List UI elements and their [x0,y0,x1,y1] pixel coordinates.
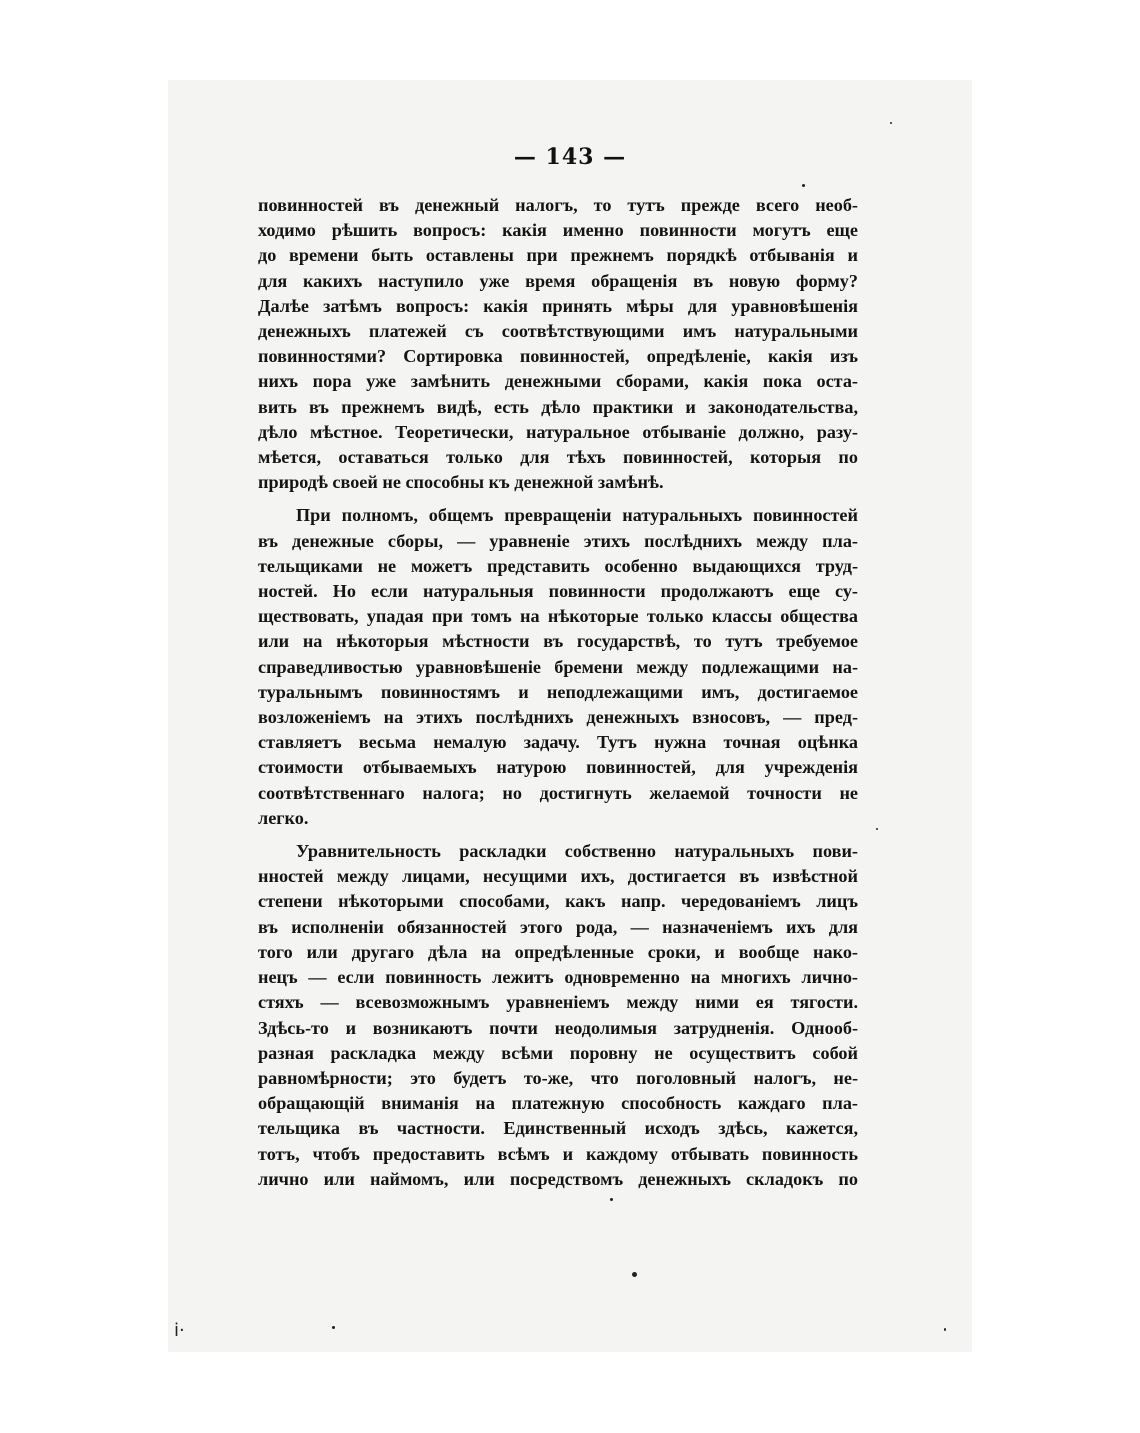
paragraph-1 [258,193,858,495]
scan-speck [944,1328,946,1331]
text-line: въ исполненіи обязанностей этого рода, — назначеніемъ ихъ для [258,916,858,937]
text-line: нихъ пора уже замѣнить денежными сборами, какія пока оста- [258,371,858,392]
text-line: вить въ прежнемъ видѣ, есть дѣло практики и законодательства, [258,396,858,417]
text-line: лично или наймомъ, или посредствомъ денежныхъ складокъ по [258,1168,858,1189]
text-line: туральнымъ повинностямъ и неподлежащими имъ, достигаемое [258,681,858,702]
text-line: ставляетъ весьма немалую задачу. Тутъ нужна точная оцѣнка [258,732,858,753]
page-number: — 143 — [513,144,627,170]
scan-speck [332,1326,335,1329]
text-line: ществовать, упадая при томъ на нѣкоторые только классы общества [258,606,858,627]
text-line: Уравнительность раскладки собственно натуральныхъ пови- [296,841,858,862]
text-line: повинностей въ денежный налогъ, то тутъ прежде всего необ- [258,195,858,215]
text-line: денежныхъ платежей съ соотвѣтствующими имъ натуральными [258,321,858,342]
text-line: Далѣе затѣмъ вопросъ: какія принять мѣры для уравновѣшенія [258,295,858,316]
text-line: тельщика въ частности. Единственный исходъ здѣсь, кажется, [258,1118,858,1139]
paragraph-2 [258,503,858,831]
text-line: природѣ своей не способны къ денежной замѣнѣ. [258,472,664,493]
text-line: степени нѣкоторыми способами, какъ напр. чередованіемъ лицъ [258,891,858,912]
text-line: для какихъ наступило уже время обращенія въ новую форму? [258,270,858,291]
text-line: возложеніемъ на этихъ послѣднихъ денежныхъ взносовъ, — пред- [258,707,858,728]
text-line: въ денежные сборы, — уравненіе этихъ послѣднихъ между пла- [258,530,858,551]
text-line: Здѣсь-то и возникаютъ почти неодолимыя затрудненія. Однооб- [258,1017,858,1038]
text-line: тельщиками не можетъ представить особенно выдающихся труд- [258,555,858,576]
scan-speck [802,184,805,187]
scan-speck [610,1198,613,1201]
scan-speck [632,1272,637,1277]
book-page [168,80,972,1352]
text-line: обращающій вниманія на платежную способность каждаго пла- [258,1093,858,1114]
text-line: мѣется, оставаться только для тѣхъ повинностей, которыя по [258,447,858,468]
text-line: справедливостью уравновѣшеніе бремени между подлежащими на- [258,656,858,677]
text-line: дѣло мѣстное. Теоретически, натуральное отбываніе должно, разу- [258,421,858,442]
text-line: тотъ, чтобъ предоставить всѣмъ и каждому отбывать повинность [258,1143,858,1164]
margin-mark: i· [174,1320,185,1341]
text-line: стоимости отбываемыхъ натурою повинностей, для учрежденія [258,757,858,778]
paragraph-3 [258,839,858,1192]
scan-speck [890,122,892,124]
text-line: нностей между лицами, несущими ихъ, достигается въ извѣстной [258,866,858,887]
text-line: до времени быть оставлены при прежнемъ порядкѣ отбыванія и [258,245,858,266]
text-line: того или другаго дѣла на опредѣленные сроки, и вообще нако- [258,941,858,962]
text-line: повинностями? Сортировка повинностей, опредѣленіе, какія изъ [258,346,858,367]
body-text [258,193,858,1192]
text-line: разная раскладка между всѣми поровну не осуществитъ собой [258,1042,858,1063]
text-line: или на нѣкоторыя мѣстности въ государствѣ, то тутъ требуемое [258,631,858,652]
scan-speck [876,828,878,830]
text-line: соотвѣтственнаго налога; но достигнуть желаемой точности не [258,782,858,803]
text-line: равномѣрности; это будетъ то-же, что поголовный налогъ, не- [258,1067,858,1088]
text-line: легко. [258,807,309,828]
text-line: нецъ — если повинность лежитъ одновременно на многихъ лично- [258,967,858,988]
text-line: стяхъ — всевозможнымъ уравненіемъ между ними ея тягости. [258,992,858,1013]
text-line: ходимо рѣшить вопросъ: какія именно повинности могутъ еще [258,220,858,241]
text-line: При полномъ, общемъ превращеніи натуральныхъ повинностей [296,505,858,526]
text-line: ностей. Но если натуральныя повинности продолжаютъ еще су- [258,581,858,602]
